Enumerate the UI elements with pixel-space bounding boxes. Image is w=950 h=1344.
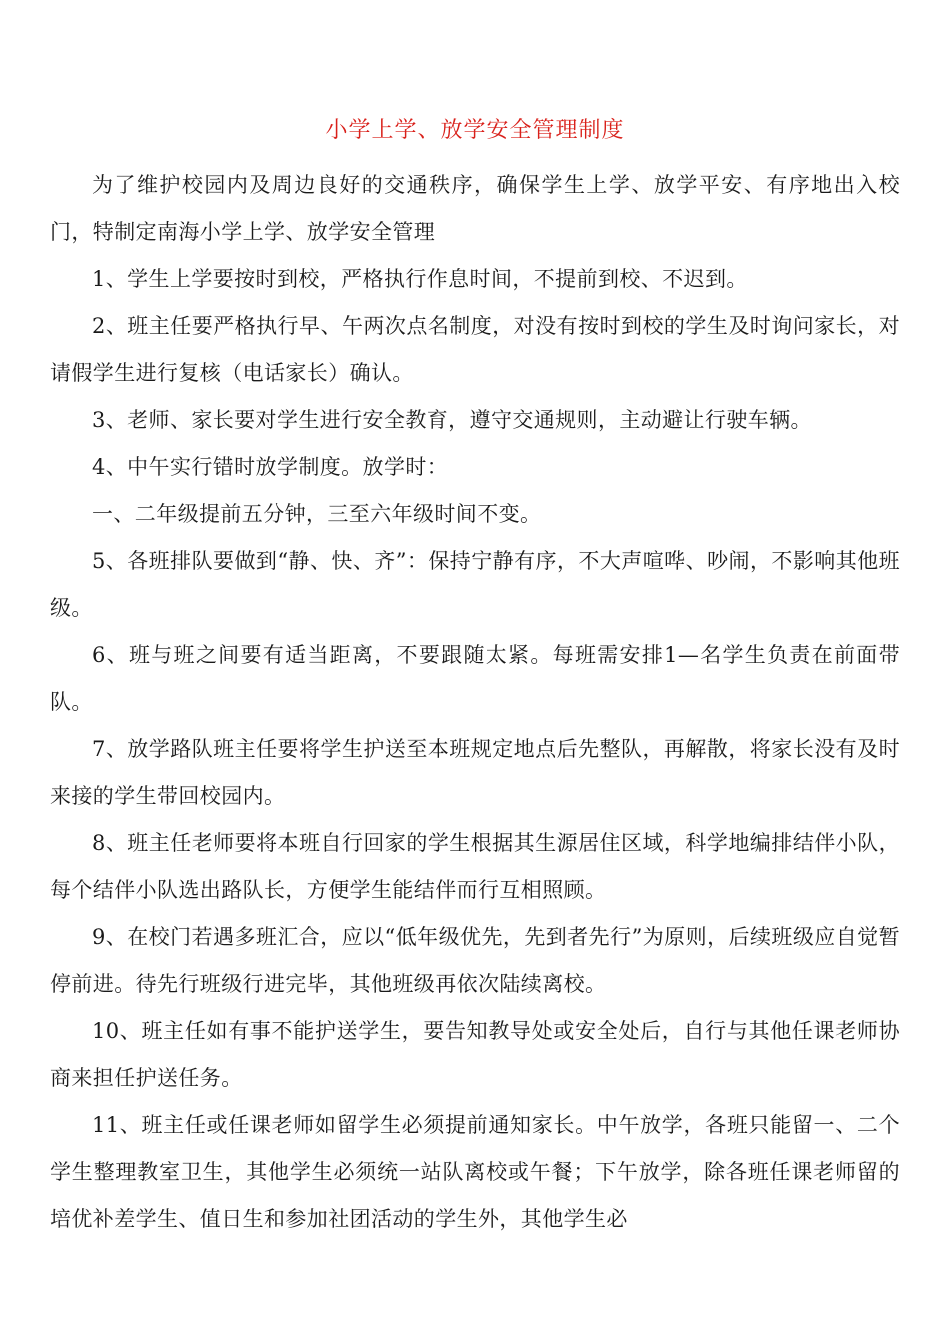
paragraph-item-11: 11、班主任或任课老师如留学生必须提前通知家长。中午放学，各班只能留一、二个学生整理教室卫生，其他学生必须统一站队离校或午餐；下午放学，除各班任课老师留的培优补差学生、值日生和参加社团活动的学生外，其他学生必 (50, 1113, 900, 1231)
paragraph-item-10: 10、班主任如有事不能护送学生，要告知教导处或安全处后，自行与其他任课老师协商来担任护送任务。 (50, 1019, 900, 1090)
paragraph-item-5: 5、各班排队要做到“静、快、齐”：保持宁静有序，不大声喧哗、吵闹，不影响其他班级。 (50, 549, 900, 620)
paragraph-item-6: 6、班与班之间要有适当距离，不要跟随太紧。每班需安排1—名学生负责在前面带队。 (50, 643, 900, 714)
document-title: 小学上学、放学安全管理制度 (325, 118, 625, 143)
paragraph-item-9: 9、在校门若遇多班汇合，应以“低年级优先，先到者先行”为原则，后续班级应自觉暂停前进。待先行班级行进完毕，其他班级再依次陆续离校。 (50, 925, 900, 996)
paragraph-item-7: 7、放学路队班主任要将学生护送至本班规定地点后先整队，再解散，将家长没有及时来接的学生带回校园内。 (50, 737, 900, 808)
paragraph-intro: 为了维护校园内及周边良好的交通秩序，确保学生上学、放学平安、有序地出入校门，特制定南海小学上学、放学安全管理 (50, 173, 900, 244)
paragraph-item-4-detail: 一、二年级提前五分钟，三至六年级时间不变。 (92, 502, 542, 526)
paragraph-item-4: 4、中午实行错时放学制度。放学时： (92, 455, 449, 479)
paragraph-item-3: 3、老师、家长要对学生进行安全教育，遵守交通规则，主动避让行驶车辆。 (92, 408, 812, 432)
paragraph-item-2: 2、班主任要严格执行早、午两次点名制度，对没有按时到校的学生及时询问家长，对请假学生进行复核（电话家长）确认。 (50, 314, 900, 385)
document-body (50, 162, 900, 1243)
paragraph-item-8: 8、班主任老师要将本班自行回家的学生根据其生源居住区域，科学地编排结伴小队，每个结伴小队选出路队长，方便学生能结伴而行互相照顾。 (50, 831, 900, 902)
paragraph-item-1: 1、学生上学要按时到校，严格执行作息时间，不提前到校、不迟到。 (92, 267, 748, 291)
